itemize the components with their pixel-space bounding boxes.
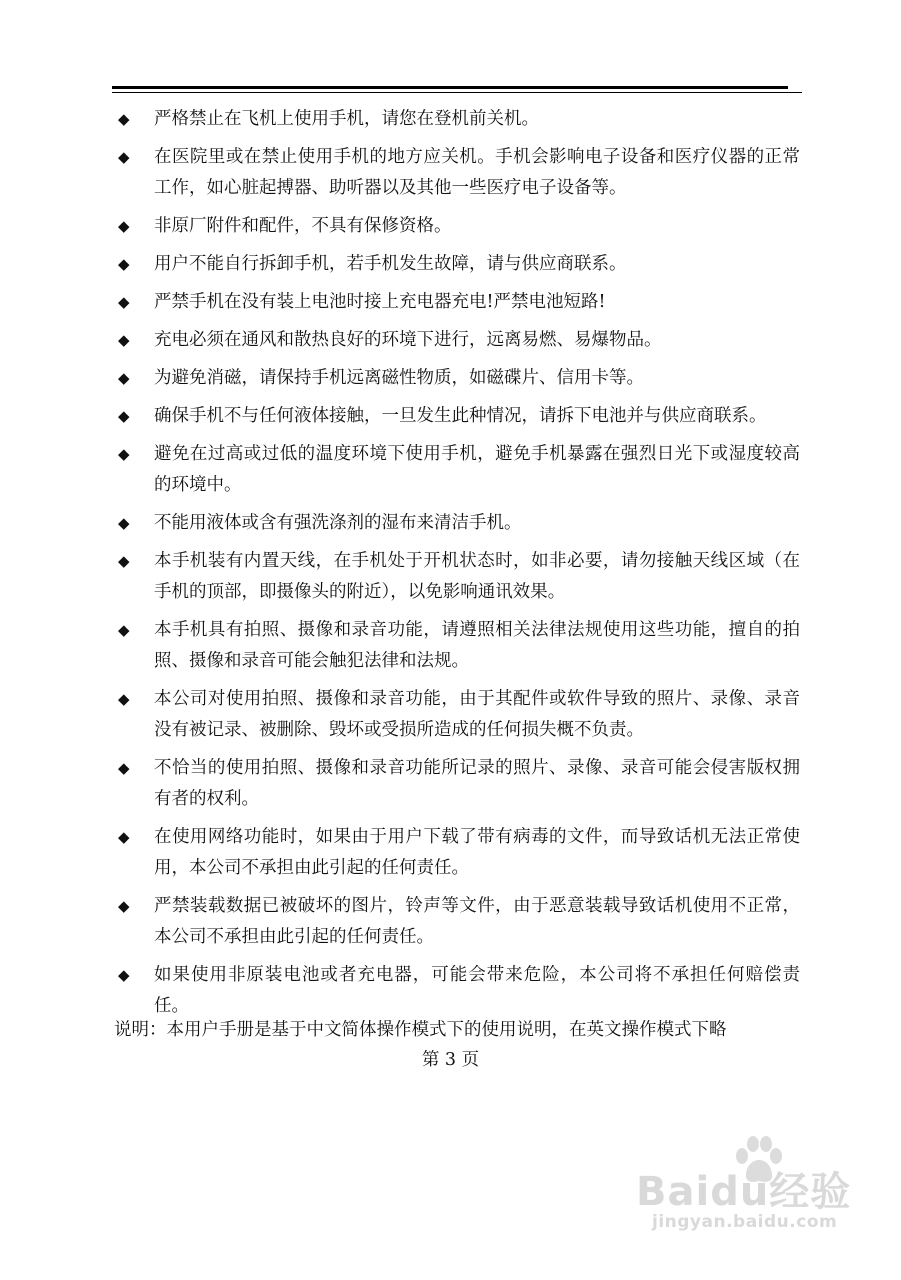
diamond-bullet-icon: ◆	[118, 621, 130, 639]
safety-notice-list	[0, 104, 901, 1029]
diamond-bullet-icon: ◆	[118, 897, 130, 915]
list-item	[0, 753, 800, 815]
diamond-bullet-icon: ◆	[118, 148, 130, 166]
list-item-text: 不恰当的使用拍照、摄像和录音功能所记录的照片、录像、录音可能会侵害版权拥有者的权利。	[154, 758, 800, 809]
list-item-text: 避免在过高或过低的温度环境下使用手机，避免手机暴露在强烈日光下或湿度较高的环境中。	[154, 444, 800, 495]
diamond-bullet-icon: ◆	[118, 331, 130, 349]
list-item-text: 不能用液体或含有强洗涤剂的湿布来清洁手机。	[154, 513, 522, 533]
diamond-bullet-icon: ◆	[118, 217, 130, 235]
watermark	[636, 1130, 866, 1240]
list-item-text: 充电必须在通风和散热良好的环境下进行，远离易燃、易爆物品。	[154, 330, 662, 350]
list-item	[0, 211, 800, 242]
list-item	[0, 684, 800, 746]
list-item-text: 本手机装有内置天线，在手机处于开机状态时，如非必要，请勿接触天线区域（在手机的顶部，即摄像头的附近），以免影响通讯效果。	[154, 551, 800, 602]
list-item-text: 在医院里或在禁止使用手机的地方应关机。手机会影响电子设备和医疗仪器的正常工作，如心脏起搏器、助听器以及其他一些医疗电子设备等。	[154, 147, 800, 198]
list-item	[0, 508, 800, 539]
list-item-text: 本手机具有拍照、摄像和录音功能，请遵照相关法律法规使用这些功能，擅自的拍照、摄像和录音可能会触犯法律和法规。	[154, 620, 800, 671]
list-item	[0, 249, 800, 280]
list-item	[0, 363, 800, 394]
list-item-text: 严禁手机在没有装上电池时接上充电器充电!严禁电池短路!	[154, 292, 606, 312]
header-rule-thick	[112, 86, 788, 89]
header-rule-thin	[112, 92, 802, 93]
list-item	[0, 891, 800, 953]
list-item	[0, 615, 800, 677]
list-item	[0, 325, 800, 356]
note-text: 说明：本用户手册是基于中文简体操作模式下的使用说明，在英文操作模式下略	[114, 1020, 727, 1040]
list-item	[0, 287, 800, 318]
diamond-bullet-icon: ◆	[118, 514, 130, 532]
diamond-bullet-icon: ◆	[118, 966, 130, 984]
diamond-bullet-icon: ◆	[118, 369, 130, 387]
list-item	[0, 822, 800, 884]
diamond-bullet-icon: ◆	[118, 828, 130, 846]
list-item-text: 为避免消磁，请保持手机远离磁性物质，如磁碟片、信用卡等。	[154, 368, 644, 388]
watermark-logo: Baidu经验	[636, 1169, 852, 1215]
list-item	[0, 142, 800, 204]
diamond-bullet-icon: ◆	[118, 255, 130, 273]
diamond-bullet-icon: ◆	[118, 407, 130, 425]
list-item-text: 用户不能自行拆卸手机，若手机发生故障，请与供应商联系。	[154, 254, 627, 274]
list-item	[0, 104, 800, 135]
list-item-text: 严格禁止在飞机上使用手机，请您在登机前关机。	[154, 109, 539, 129]
watermark-url: jingyan.baidu.com	[652, 1212, 838, 1232]
list-item	[0, 546, 800, 608]
diamond-bullet-icon: ◆	[118, 445, 130, 463]
list-item	[0, 960, 800, 1022]
diamond-bullet-icon: ◆	[118, 690, 130, 708]
list-item	[0, 439, 800, 501]
diamond-bullet-icon: ◆	[118, 759, 130, 777]
list-item-text: 如果使用非原装电池或者充电器，可能会带来危险，本公司将不承担任何赔偿责任。	[154, 965, 800, 1016]
page-number: 第 3 页	[421, 1050, 480, 1070]
list-item-text: 确保手机不与任何液体接触，一旦发生此种情况，请拆下电池并与供应商联系。	[154, 406, 767, 426]
list-item	[0, 401, 800, 432]
diamond-bullet-icon: ◆	[118, 552, 130, 570]
list-item-text: 本公司对使用拍照、摄像和录音功能，由于其配件或软件导致的照片、录像、录音没有被记录、被删除、毁坏或受损所造成的任何损失概不负责。	[154, 689, 800, 740]
diamond-bullet-icon: ◆	[118, 293, 130, 311]
list-item-text: 严禁装载数据已被破坏的图片，铃声等文件，由于恶意装载导致话机使用不正常，本公司不承担由此引起的任何责任。	[154, 896, 800, 947]
diamond-bullet-icon: ◆	[118, 110, 130, 128]
list-item-text: 在使用网络功能时，如果由于用户下载了带有病毒的文件，而导致话机无法正常使用，本公司不承担由此引起的任何责任。	[154, 827, 800, 878]
list-item-text: 非原厂附件和配件，不具有保修资格。	[154, 216, 452, 236]
